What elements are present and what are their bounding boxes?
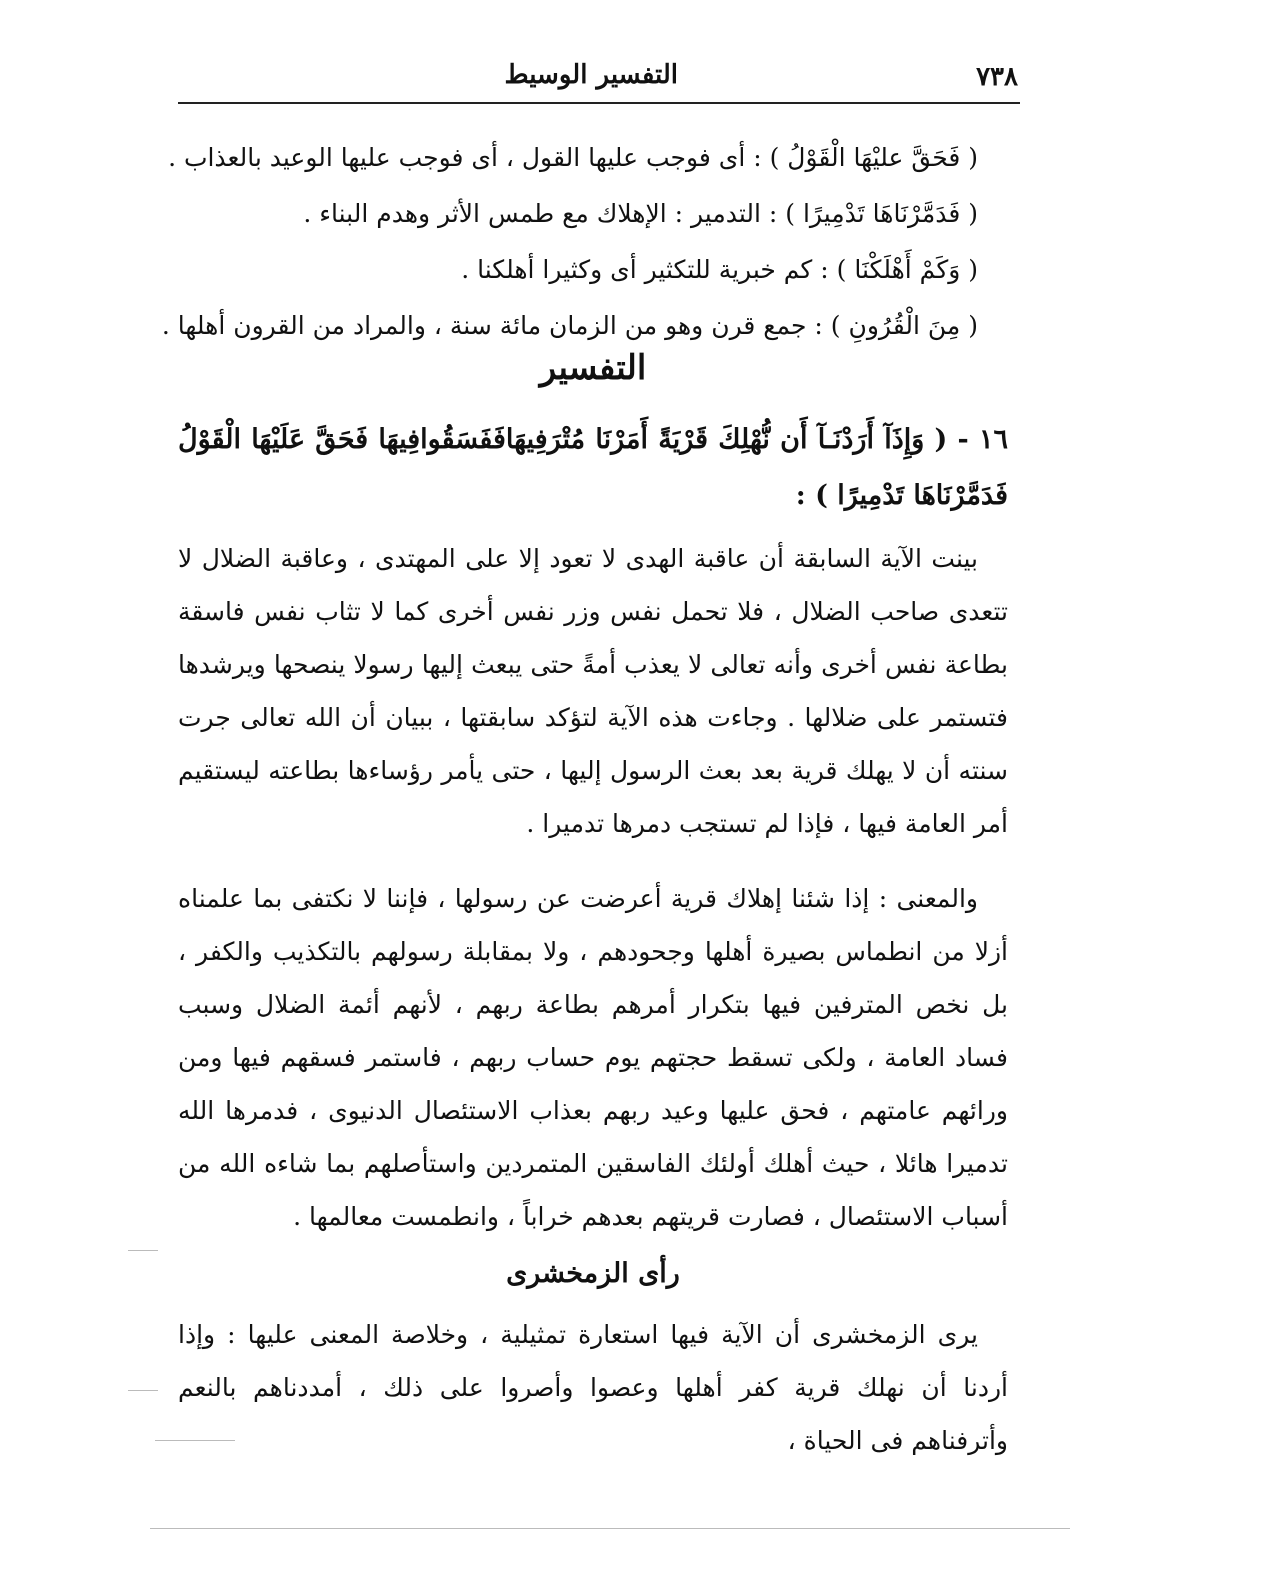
scan-artifact — [128, 1250, 158, 1251]
section-title: التفسير — [539, 348, 647, 388]
page-header — [178, 60, 1018, 100]
paragraph: يرى الزمخشرى أن الآية فيها استعارة تمثيلية ، وخلاصة المعنى عليها : وإذا أردنا أن نهلك قرية كفر أهلها وعصوا وأصروا على ذلك ، أمددناهم بالنعم وأترفناهم فى الحياة ، — [178, 1320, 1008, 1455]
glossary-entry: ( وَكَمْ أَهْلَكْنَا ) : كم خبرية للتكثير أى وكثيرا أهلكنا . — [461, 255, 978, 284]
glossary — [161, 130, 1008, 354]
glossary-entry: ( فَدَمَّرْنَاهَا تَدْمِيرًا ) : التدمير : الإهلاك مع طمس الأثر وهدم البناء . — [303, 199, 978, 228]
page-number: ٧٣٨ — [976, 62, 1018, 92]
quran-verse: ١٦ - ( وَإِذَآ أَرَدْنَـآ أَن نُّهْلِكَ قَرْيَةً أَمَرْنَا مُتْرَفِيهَافَفَسَقُوافِيهَا فَحَقَّ عَلَيْهَا الْقَوْلُ فَدَمَّرْنَاهَا تَدْمِيرًا ) : — [178, 424, 1008, 511]
glossary-entry: ( فَحَقَّ عليْهَا الْقَوْلُ ) : أى فوجب عليها القول ، أى فوجب عليها الوعيد بالعذاب . — [168, 143, 978, 172]
scan-artifact — [155, 1440, 235, 1441]
glossary-entry: ( مِنَ الْقُرُونِ ) : جمع قرن وهو من الزمان مائة سنة ، والمراد من القرون أهلها . — [161, 311, 978, 340]
scan-artifact — [150, 1528, 1070, 1529]
running-title: التفسير الوسيط — [504, 60, 678, 90]
paragraph: بينت الآية السابقة أن عاقبة الهدى لا تعود إلا على المهتدى ، وعاقبة الضلال لا تتعدى صاحب الضلال ، فلا تحمل نفس وزر نفس أخرى كما لا تثاب نفس فاسقة بطاعة نفس أخرى وأنه تعالى لا يعذب أمةً حتى يبعث إليها رسولا ينصحها ويرشدها فتستمر على ضلالها . وجاءت هذه الآية لتؤكد سابقتها ، ببيان أن الله تعالى جرت سنته أن لا يهلك قرية بعد بعث الرسول إليها ، حتى يأمر رؤساءها بطاعته ليستقيم أمر العامة فيها ، فإذا لم تستجب دمرها تدميرا . — [178, 544, 1008, 838]
scan-artifact — [128, 1390, 158, 1391]
header-rule — [178, 102, 1020, 104]
paragraph: والمعنى : إذا شئنا إهلاك قرية أعرضت عن رسولها ، فإننا لا نكتفى بما علمناه أزلا من انطماس بصيرة أهلها وجحودهم ، ولا بمقابلة رسولهم بالتكذيب والكفر ، بل نخص المترفين فيها بتكرار أمرهم بطاعة ربهم ، لأنهم أئمة الضلال وسبب فساد العامة ، ولكى تسقط حجتهم يوم حساب ربهم ، فاستمر فسقهم فيها ومن ورائهم عامتهم ، فحق عليها وعيد ربهم بعذاب الاستئصال الدنيوى ، فدمرها الله تدميرا هائلا ، حيث أهلك أولئك الفاسقين المتمردين واستأصلهم بما شاءه الله من أسباب الاستئصال ، فصارت قريتهم بعدهم خراباً ، وانطمست معالمها . — [178, 884, 1008, 1231]
subsection-title: رأى الزمخشرى — [506, 1258, 680, 1289]
